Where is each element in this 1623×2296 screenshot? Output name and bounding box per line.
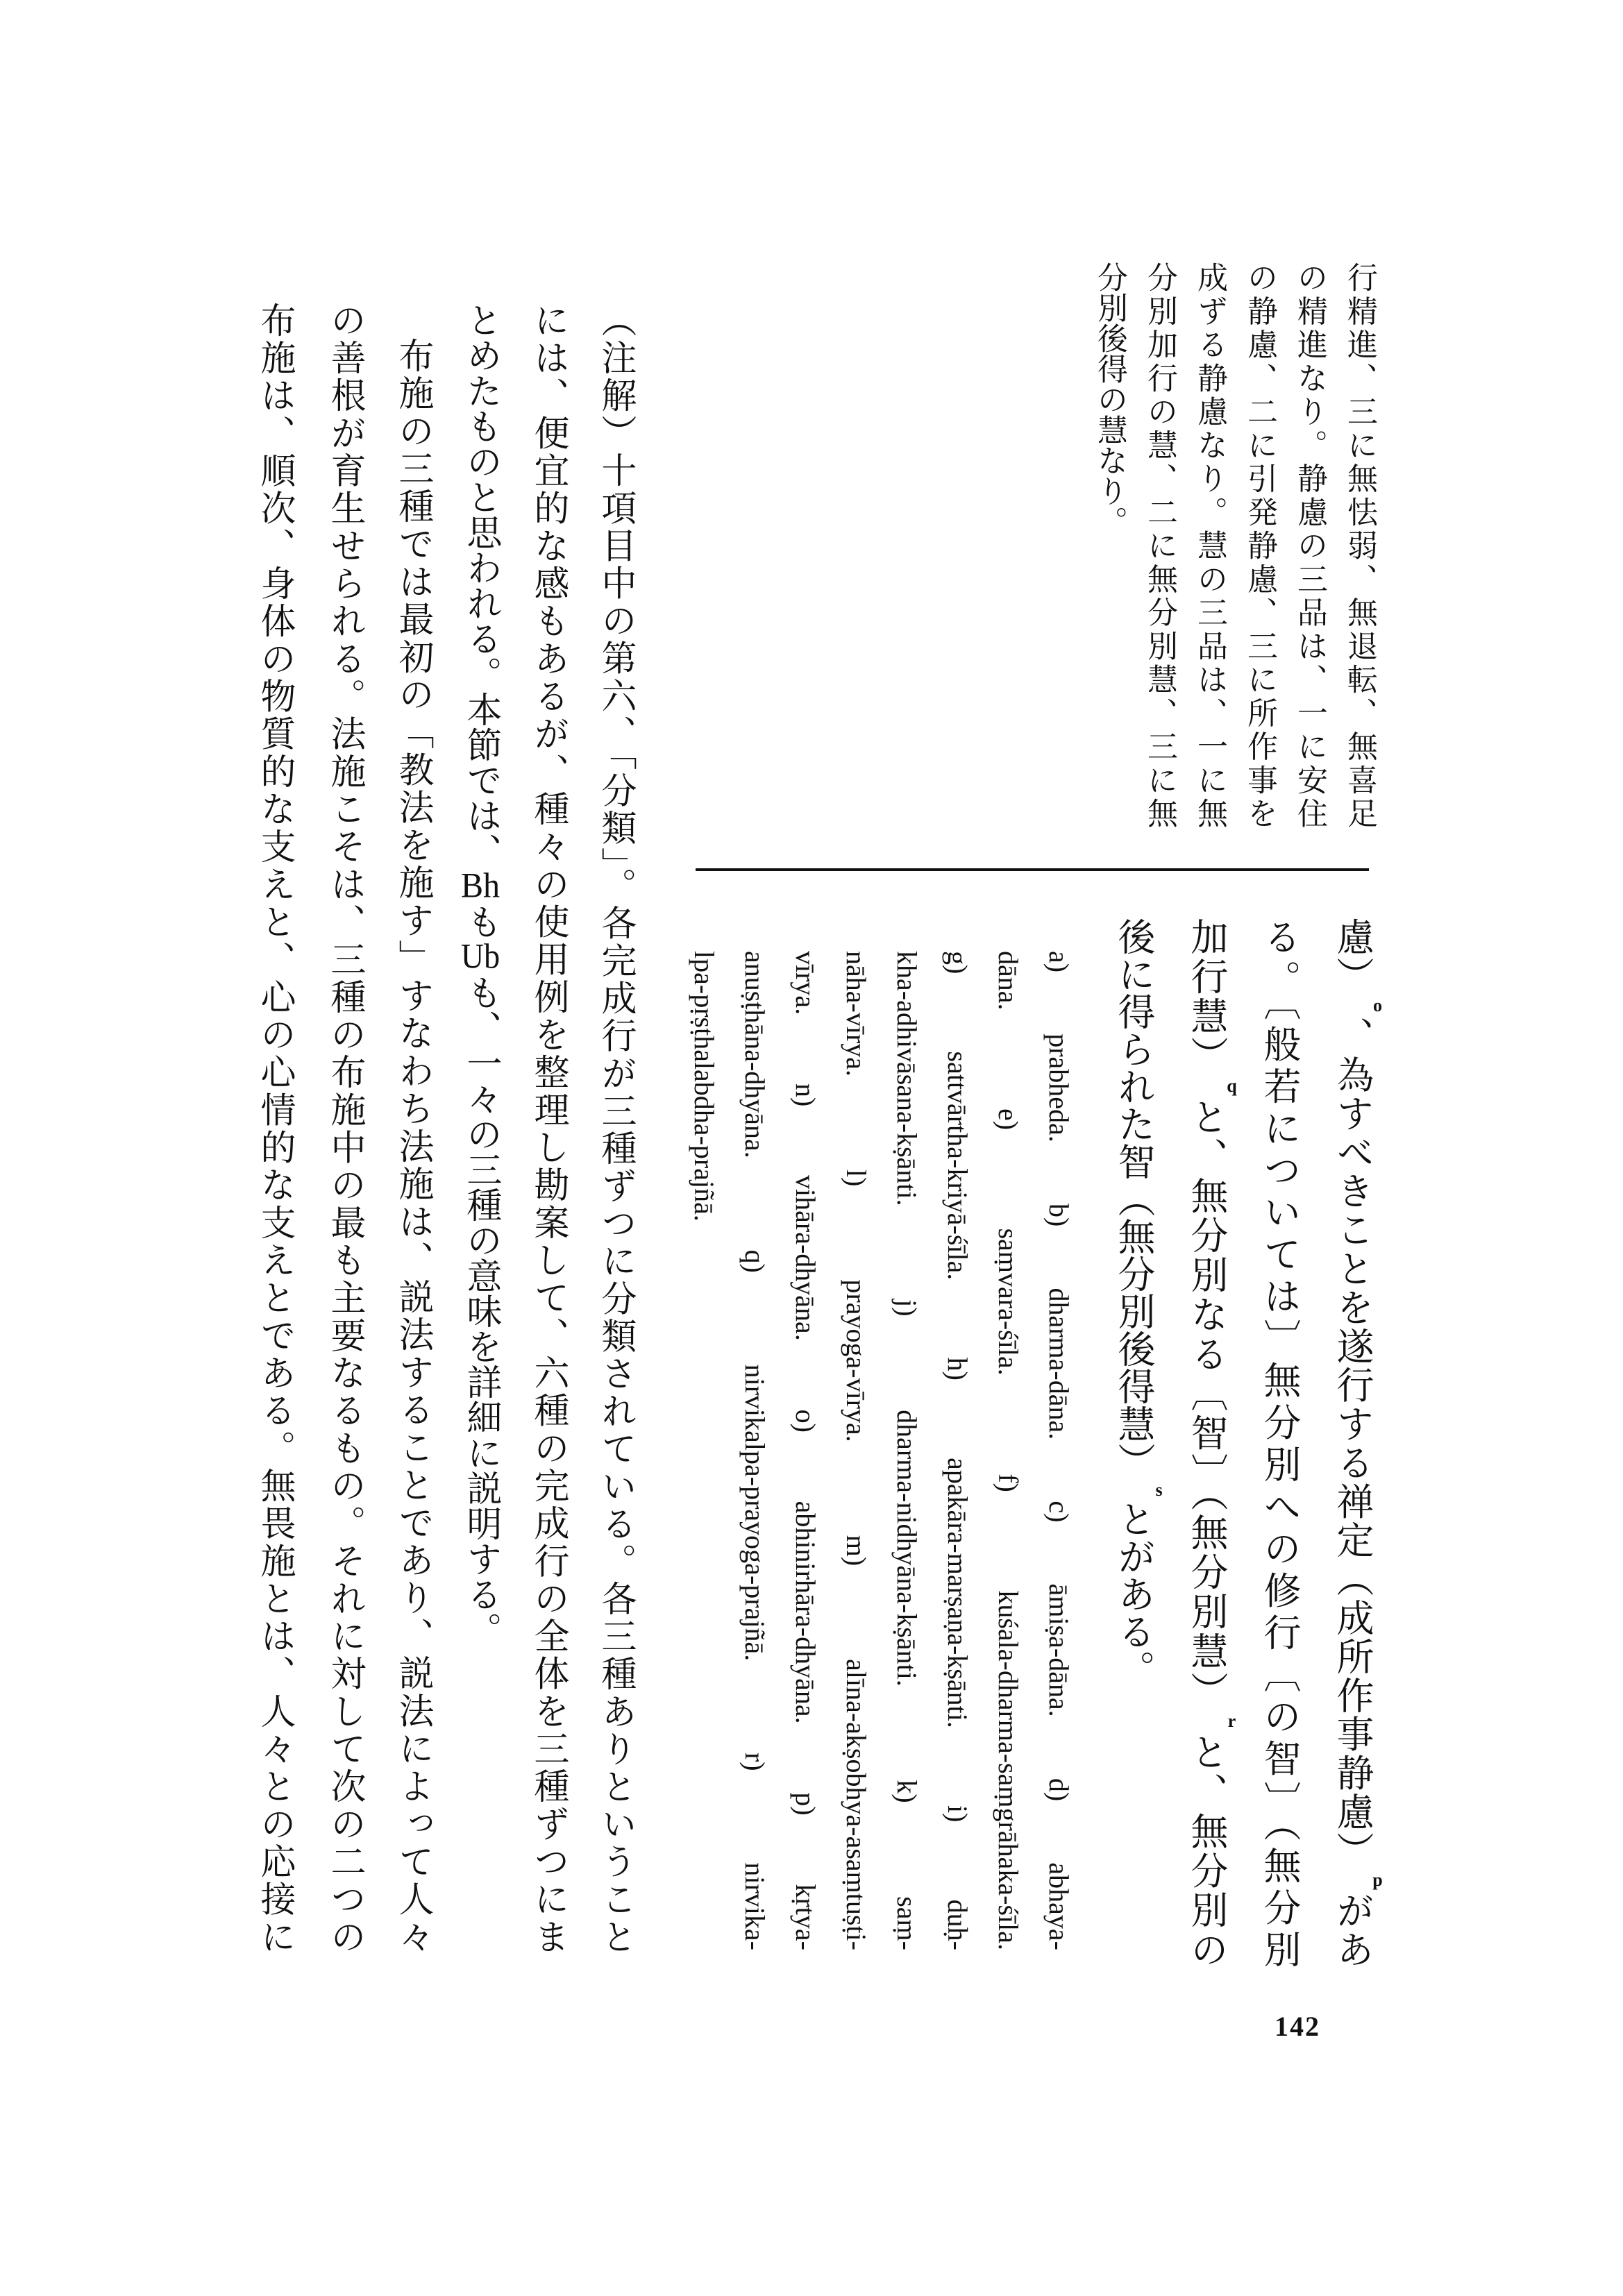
top-block-column: 行精進、三に無怯弱、無退転、無喜足 xyxy=(1342,262,1377,828)
top-block-column: の精進なり。静慮の三品は、一に安住 xyxy=(1292,262,1327,828)
term-line: g) sattvārtha-kriyā-śīla. h) apakāra-marṣaṇa-kṣānti. i) duḥ- xyxy=(942,951,973,1950)
term-line: anuṣṭhāna-dhyāna. q) nirvikalpa-prayoga-prajñā. r) nirvika- xyxy=(739,951,771,1950)
text-segment: 慮） xyxy=(1331,918,1374,995)
term-line: vīrya. n) vihāra-dhyāna. o) abhinirhāra-dhyāna. p) kṛtya- xyxy=(790,951,821,1950)
abbreviation: Bh xyxy=(460,868,501,904)
term-line: nāha-vīrya. l) prayoga-vīrya. m) alīna-akṣobhya-asaṃtuṣṭi- xyxy=(841,951,872,1950)
text-segment: と、無分別の xyxy=(1185,1730,1229,1968)
main-text-column xyxy=(1107,918,1169,1968)
term-line: lpa-pṛṣṭhalabdha-prajñā. xyxy=(689,951,720,1222)
commentary-column xyxy=(456,302,502,1954)
text-segment: と、無分別なる〔智〕（無分別慧） xyxy=(1185,1095,1229,1711)
footnote-marker: q xyxy=(1222,1075,1242,1096)
commentary-column: 布施の三種では最初の「教法を施す」すなわち法施は、説法することであり、説法によって人々 xyxy=(392,337,433,1954)
text-segment: 、為すべきことを遂行する禅定（成所作事静慮） xyxy=(1331,1015,1374,1871)
commentary-column: 布施は、順次、身体の物質的な支えと、心の心情的な支えとである。無畏施とは、人々との応接に xyxy=(254,302,295,1955)
main-text-column xyxy=(1180,918,1242,1968)
commentary-column: の善根が育生せられる。法施こそは、三種の布施中の最も主要なるもの。それに対して次の二つの xyxy=(324,302,365,1955)
text-segment: があ xyxy=(1331,1890,1374,1968)
text-segment: る。〔般若については〕無分別への修行〔の智〕（無分別 xyxy=(1258,918,1302,1968)
footnote-marker: s xyxy=(1149,1480,1169,1500)
footnote-marker: o xyxy=(1368,995,1388,1015)
term-line: a) prabheda. b) dharma-dāna. c) āmiṣa-dāna. d) abhaya- xyxy=(1043,951,1075,1950)
top-block-column: 成ずる静慮なり。慧の三品は、一に無 xyxy=(1192,262,1227,828)
top-block-column: 分別後得の慧なり。 xyxy=(1092,262,1127,537)
page-number: 142 xyxy=(1275,2011,1320,2042)
text-segment: 加行慧） xyxy=(1185,918,1229,1076)
commentary-column: には、便宜的な感もあるが、種々の使用例を整理し勘案して、六種の完成行の全体を三種ずつにま xyxy=(528,302,569,1954)
text-segment: とめたものと思われる。本節では、 xyxy=(460,302,501,868)
footnote-marker: r xyxy=(1222,1710,1242,1731)
term-line: dāna. e) saṃvara-śīla. f) kuśala-dharma-saṃgrāhaka-śīla. xyxy=(993,951,1024,1950)
main-text-column xyxy=(1253,918,1302,1968)
abbreviation: Ub xyxy=(460,939,501,974)
text-segment: も xyxy=(460,904,501,939)
text-segment: 後に得られた智（無分別後得慧） xyxy=(1112,918,1156,1480)
text-segment: も、一々の三種の意味を詳細に説明する。 xyxy=(460,974,501,1647)
commentary-column: （注解）十項目中の第六、「分類」。各完成行が三種ずつに分類されている。各三種ありということ xyxy=(595,302,636,1954)
text-segment: とがある。 xyxy=(1112,1500,1156,1687)
main-text-column xyxy=(1326,918,1388,1968)
footnote-marker: p xyxy=(1368,1870,1388,1891)
top-block-column: 分別加行の慧、二に無分別慧、三に無 xyxy=(1142,262,1177,828)
separator-rule xyxy=(696,868,1369,871)
top-block-column: の静慮、二に引発静慮、三に所作事を xyxy=(1242,262,1277,828)
term-line: kha-adhivāsana-kṣānti. j) dharma-nidhyāna-kṣānti. k) saṃ- xyxy=(891,951,923,1950)
